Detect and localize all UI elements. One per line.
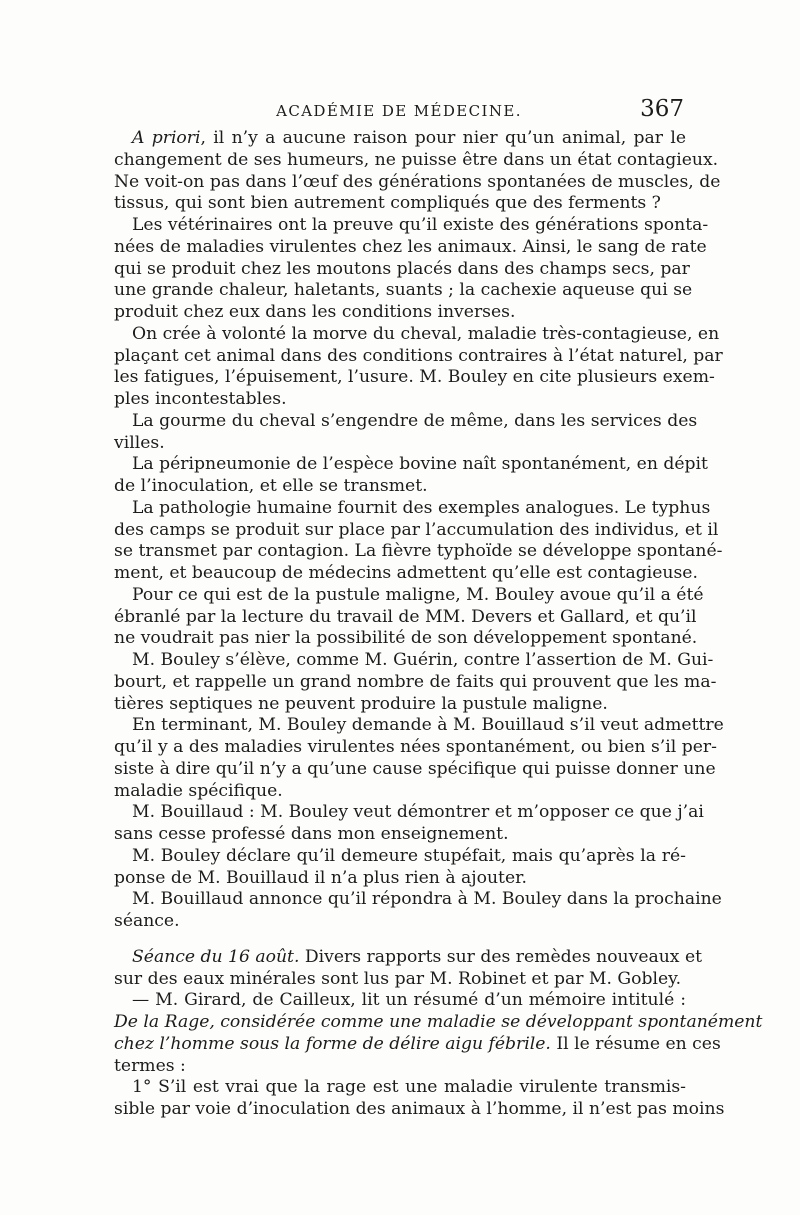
- text-line: villes.: [114, 432, 165, 453]
- text-line: sible par voie d’inoculation des animaux à l’homme, il n’est pas moins: [114, 1099, 725, 1119]
- text-line: M. Bouillaud : M. Bouley veut démontrer et m’opposer ce que j’ai: [132, 802, 704, 823]
- text-line: produit chez eux dans les conditions inverses.: [114, 302, 516, 322]
- text-line: En terminant, M. Bouley demande à M. Bouillaud s’il veut admettre: [132, 715, 724, 736]
- text-line: M. Bouley s’élève, comme M. Guérin, contre l’assertion de M. Gui-: [132, 650, 714, 670]
- text-line: La pathologie humaine fournit des exemples analogues. Le typhus: [132, 497, 711, 518]
- text-line: bourt, et rappelle un grand nombre de faits qui prouvent que les ma-: [114, 671, 717, 692]
- text-line: On crée à volonté la morve du cheval, maladie très-contagieuse, en: [132, 323, 720, 344]
- text-line: M. Bouillaud annonce qu’il répondra à M. Bouley dans la prochaine: [132, 889, 722, 910]
- text-line: 1° S’il est vrai que la rage est une maladie virulente transmis-: [132, 1077, 686, 1098]
- text-line: ne voudrait pas nier la possibilité de son développement spontané.: [114, 628, 698, 649]
- text-line: sur des eaux minérales sont lus par M. Robinet et par M. Gobley.: [114, 968, 682, 989]
- text-line: ment, et beaucoup de médecins admettent qu’elle est contagieuse.: [114, 563, 698, 583]
- running-title: ACADÉMIE DE MÉDECINE.: [276, 102, 522, 120]
- text-line: nées de maladies virulentes chez les animaux. Ainsi, le sang de rate: [114, 236, 707, 257]
- text-line: Pour ce qui est de la pustule maligne, M. Bouley avoue qu’il a été: [132, 584, 704, 605]
- text-line: La péripneumonie de l’espèce bovine naît spontanément, en dépit: [132, 454, 708, 475]
- text-line: Séance du 16 août. Divers rapports sur des remèdes nouveaux et: [132, 946, 703, 967]
- text-line: De la Rage, considérée comme une maladie se développant spontanément: [114, 1012, 763, 1032]
- text-line: termes :: [114, 1055, 186, 1076]
- section-gap: [114, 933, 686, 947]
- running-head: [114, 96, 684, 124]
- text-block: [114, 128, 763, 1121]
- text-line: chez l’homme sous la forme de délire aigu fébrile. Il le résume en ces: [114, 1033, 721, 1054]
- text-line: changement de ses humeurs, ne puisse être dans un état contagieux.: [114, 149, 719, 170]
- page-number: 367: [640, 96, 684, 122]
- text-line: plaçant cet animal dans des conditions contraires à l’état naturel, par: [114, 345, 723, 366]
- text-line: ponse de M. Bouillaud il n’a plus rien à ajouter.: [114, 867, 527, 888]
- text-line: M. Bouley déclare qu’il demeure stupéfait, mais qu’après la ré-: [132, 845, 686, 866]
- text-line: des camps se produit sur place par l’accumulation des individus, et il: [114, 519, 719, 540]
- text-line: les fatigues, l’épuisement, l’usure. M. Bouley en cite plusieurs exem-: [114, 367, 715, 388]
- text-line: Les vétérinaires ont la preuve qu’il existe des générations sponta-: [132, 215, 709, 235]
- text-line: se transmet par contagion. La fièvre typhoïde se développe spontané-: [114, 541, 723, 562]
- text-line: La gourme du cheval s’engendre de même, dans les services des: [132, 410, 698, 431]
- text-line: maladie spécifique.: [114, 780, 283, 801]
- text-line: qui se produit chez les moutons placés dans des champs secs, par: [114, 258, 690, 279]
- text-line: tières septiques ne peuvent produire la pustule maligne.: [114, 693, 608, 714]
- text-line: — M. Girard, de Cailleux, lit un résumé d’un mémoire intitulé :: [132, 990, 686, 1011]
- text-line: siste à dire qu’il n’y a qu’une cause spécifique qui puisse donner une: [114, 758, 716, 779]
- body-paragraphs: [114, 128, 724, 933]
- text-line: ébranlé par la lecture du travail de MM. Devers et Gallard, et qu’il: [114, 606, 697, 627]
- text-line: tissus, qui sont bien autrement compliqués que des ferments ?: [114, 193, 661, 214]
- session-report: [114, 946, 763, 1121]
- text-line: séance.: [114, 911, 180, 931]
- text-line: A priori, il n’y a aucune raison pour nier qu’un animal, par le: [132, 128, 686, 148]
- text-line: de l’inoculation, et elle se transmet.: [114, 476, 428, 496]
- text-line: une grande chaleur, haletants, suants ; la cachexie aqueuse qui se: [114, 280, 693, 301]
- text-line: Ne voit-on pas dans l’œuf des générations spontanées de muscles, de: [114, 171, 721, 192]
- text-line: sans cesse professé dans mon enseignement.: [114, 824, 509, 844]
- text-line: ples incontestables.: [114, 389, 287, 409]
- text-line: qu’il y a des maladies virulentes nées spontanément, ou bien s’il per-: [114, 737, 717, 757]
